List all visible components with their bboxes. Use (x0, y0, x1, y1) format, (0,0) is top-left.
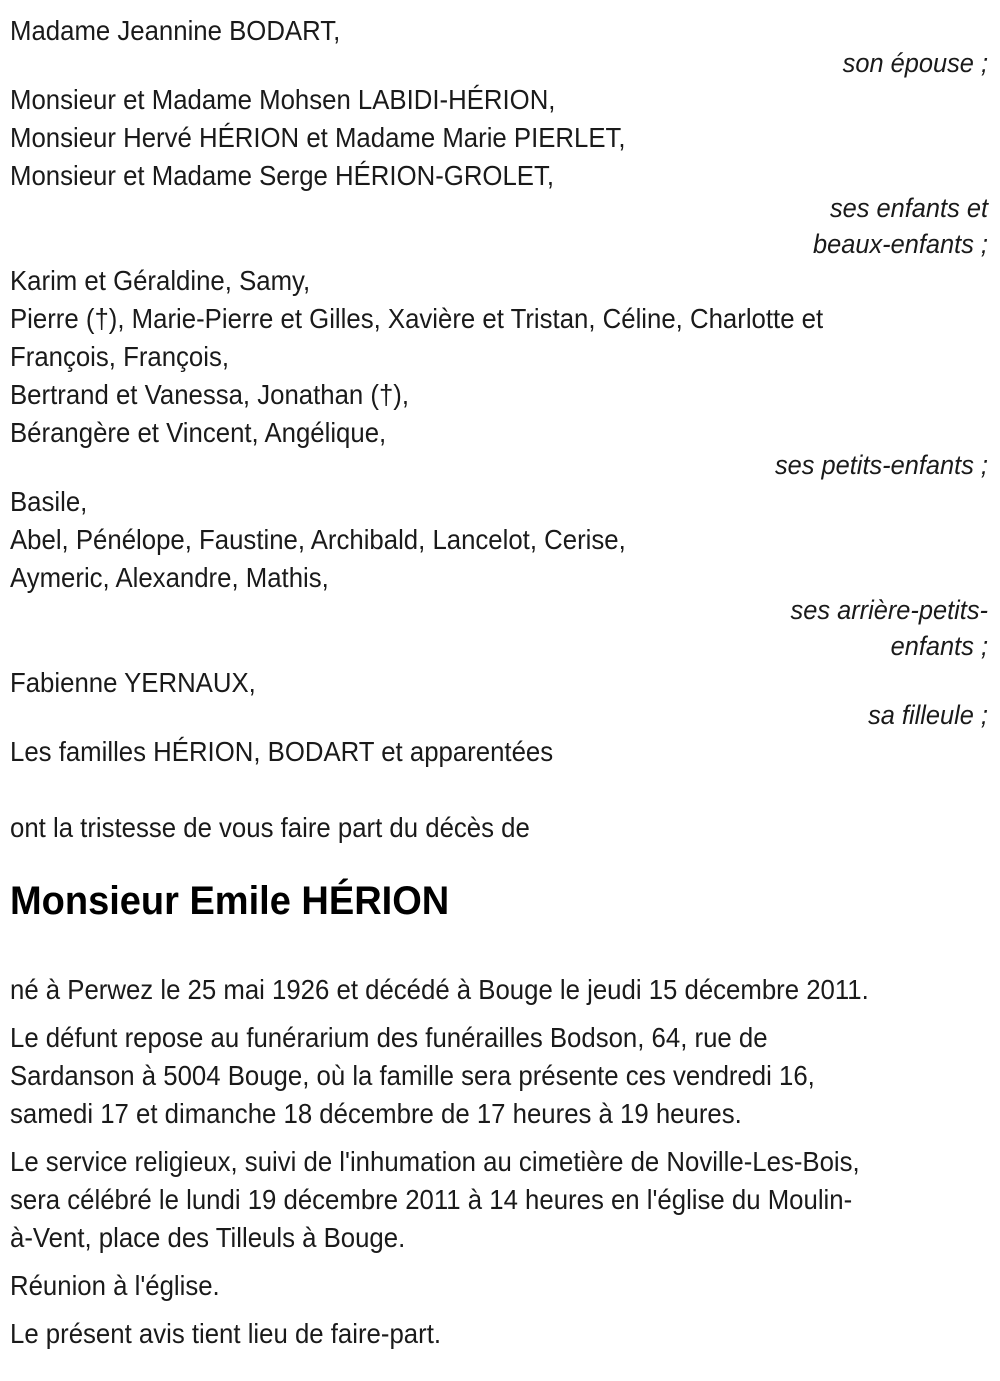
funeral-detail-line: samedi 17 et dimanche 18 décembre de 17 heures à 19 heures. (10, 1098, 742, 1129)
block-names (10, 733, 988, 771)
block-body (10, 1315, 988, 1353)
blocks-container (10, 12, 988, 1353)
announcement-text: ont la tristesse de vous faire part du décès de (10, 812, 530, 843)
block-relation (10, 592, 988, 664)
mourner-name-line: Abel, Pénélope, Faustine, Archibald, Lancelot, Cerise, (10, 524, 626, 555)
block-names (10, 262, 988, 452)
block-relation (10, 190, 988, 262)
mourner-name-line: Karim et Géraldine, Samy, (10, 265, 311, 296)
funeral-detail-line: Le présent avis tient lieu de faire-part. (10, 1318, 442, 1349)
mourner-name-line: Fabienne YERNAUX, (10, 667, 256, 698)
block-body (10, 1143, 988, 1257)
mourner-name-line: Aymeric, Alexandre, Mathis, (10, 562, 329, 593)
block-body (10, 1019, 988, 1133)
mourner-name-line: Bérangère et Vincent, Angélique, (10, 417, 387, 448)
relation-label: beaux-enfants ; (813, 229, 988, 259)
block-body (10, 1267, 988, 1305)
funeral-detail-line: à-Vent, place des Tilleuls à Bouge. (10, 1222, 406, 1253)
mourner-name-line: François, François, (10, 341, 230, 372)
block-relation (10, 45, 988, 81)
mourner-name-line: Pierre (†), Marie-Pierre et Gilles, Xavière et Tristan, Céline, Charlotte et (10, 303, 824, 334)
mourner-name-line: Monsieur et Madame Mohsen LABIDI-HÉRION, (10, 84, 556, 115)
mourner-name-line: Monsieur et Madame Serge HÉRION-GROLET, (10, 160, 555, 191)
relation-label: ses petits-enfants ; (774, 450, 988, 480)
relation-label: enfants ; (890, 631, 988, 661)
block-relation (10, 697, 988, 733)
block-title (10, 877, 988, 925)
relation-label: son épouse ; (842, 48, 988, 78)
mourner-name-line: Les familles HÉRION, BODART et apparentées (10, 736, 554, 767)
relation-label: ses arrière-petits- (790, 595, 988, 625)
mourner-name-line: Basile, (10, 486, 88, 517)
funeral-detail-line: Sardanson à 5004 Bouge, où la famille sera présente ces vendredi 16, (10, 1060, 815, 1091)
funeral-detail-line: Le service religieux, suivi de l'inhumation au cimetière de Noville-Les-Bois, (10, 1146, 860, 1177)
funeral-detail-line: né à Perwez le 25 mai 1926 et décédé à Bouge le jeudi 15 décembre 2011. (10, 974, 869, 1005)
block-relation (10, 447, 988, 483)
mourner-name-line: Monsieur Hervé HÉRION et Madame Marie PIERLET, (10, 122, 626, 153)
funeral-detail-line: Le défunt repose au funérarium des funérailles Bodson, 64, rue de (10, 1022, 768, 1053)
mourner-name-line: Bertrand et Vanessa, Jonathan (†), (10, 379, 410, 410)
block-names (10, 81, 988, 195)
relation-label: sa filleule ; (868, 700, 988, 730)
deceased-name: Monsieur Emile HÉRION (10, 879, 450, 923)
mourner-name-line: Madame Jeannine BODART, (10, 15, 341, 46)
funeral-detail-line: sera célébré le lundi 19 décembre 2011 à 14 heures en l'église du Moulin- (10, 1184, 853, 1215)
funeral-detail-line: Réunion à l'église. (10, 1270, 220, 1301)
block-names (10, 483, 988, 597)
block-body (10, 971, 988, 1009)
relation-label: ses enfants et (829, 193, 988, 223)
block-intro (10, 809, 988, 847)
